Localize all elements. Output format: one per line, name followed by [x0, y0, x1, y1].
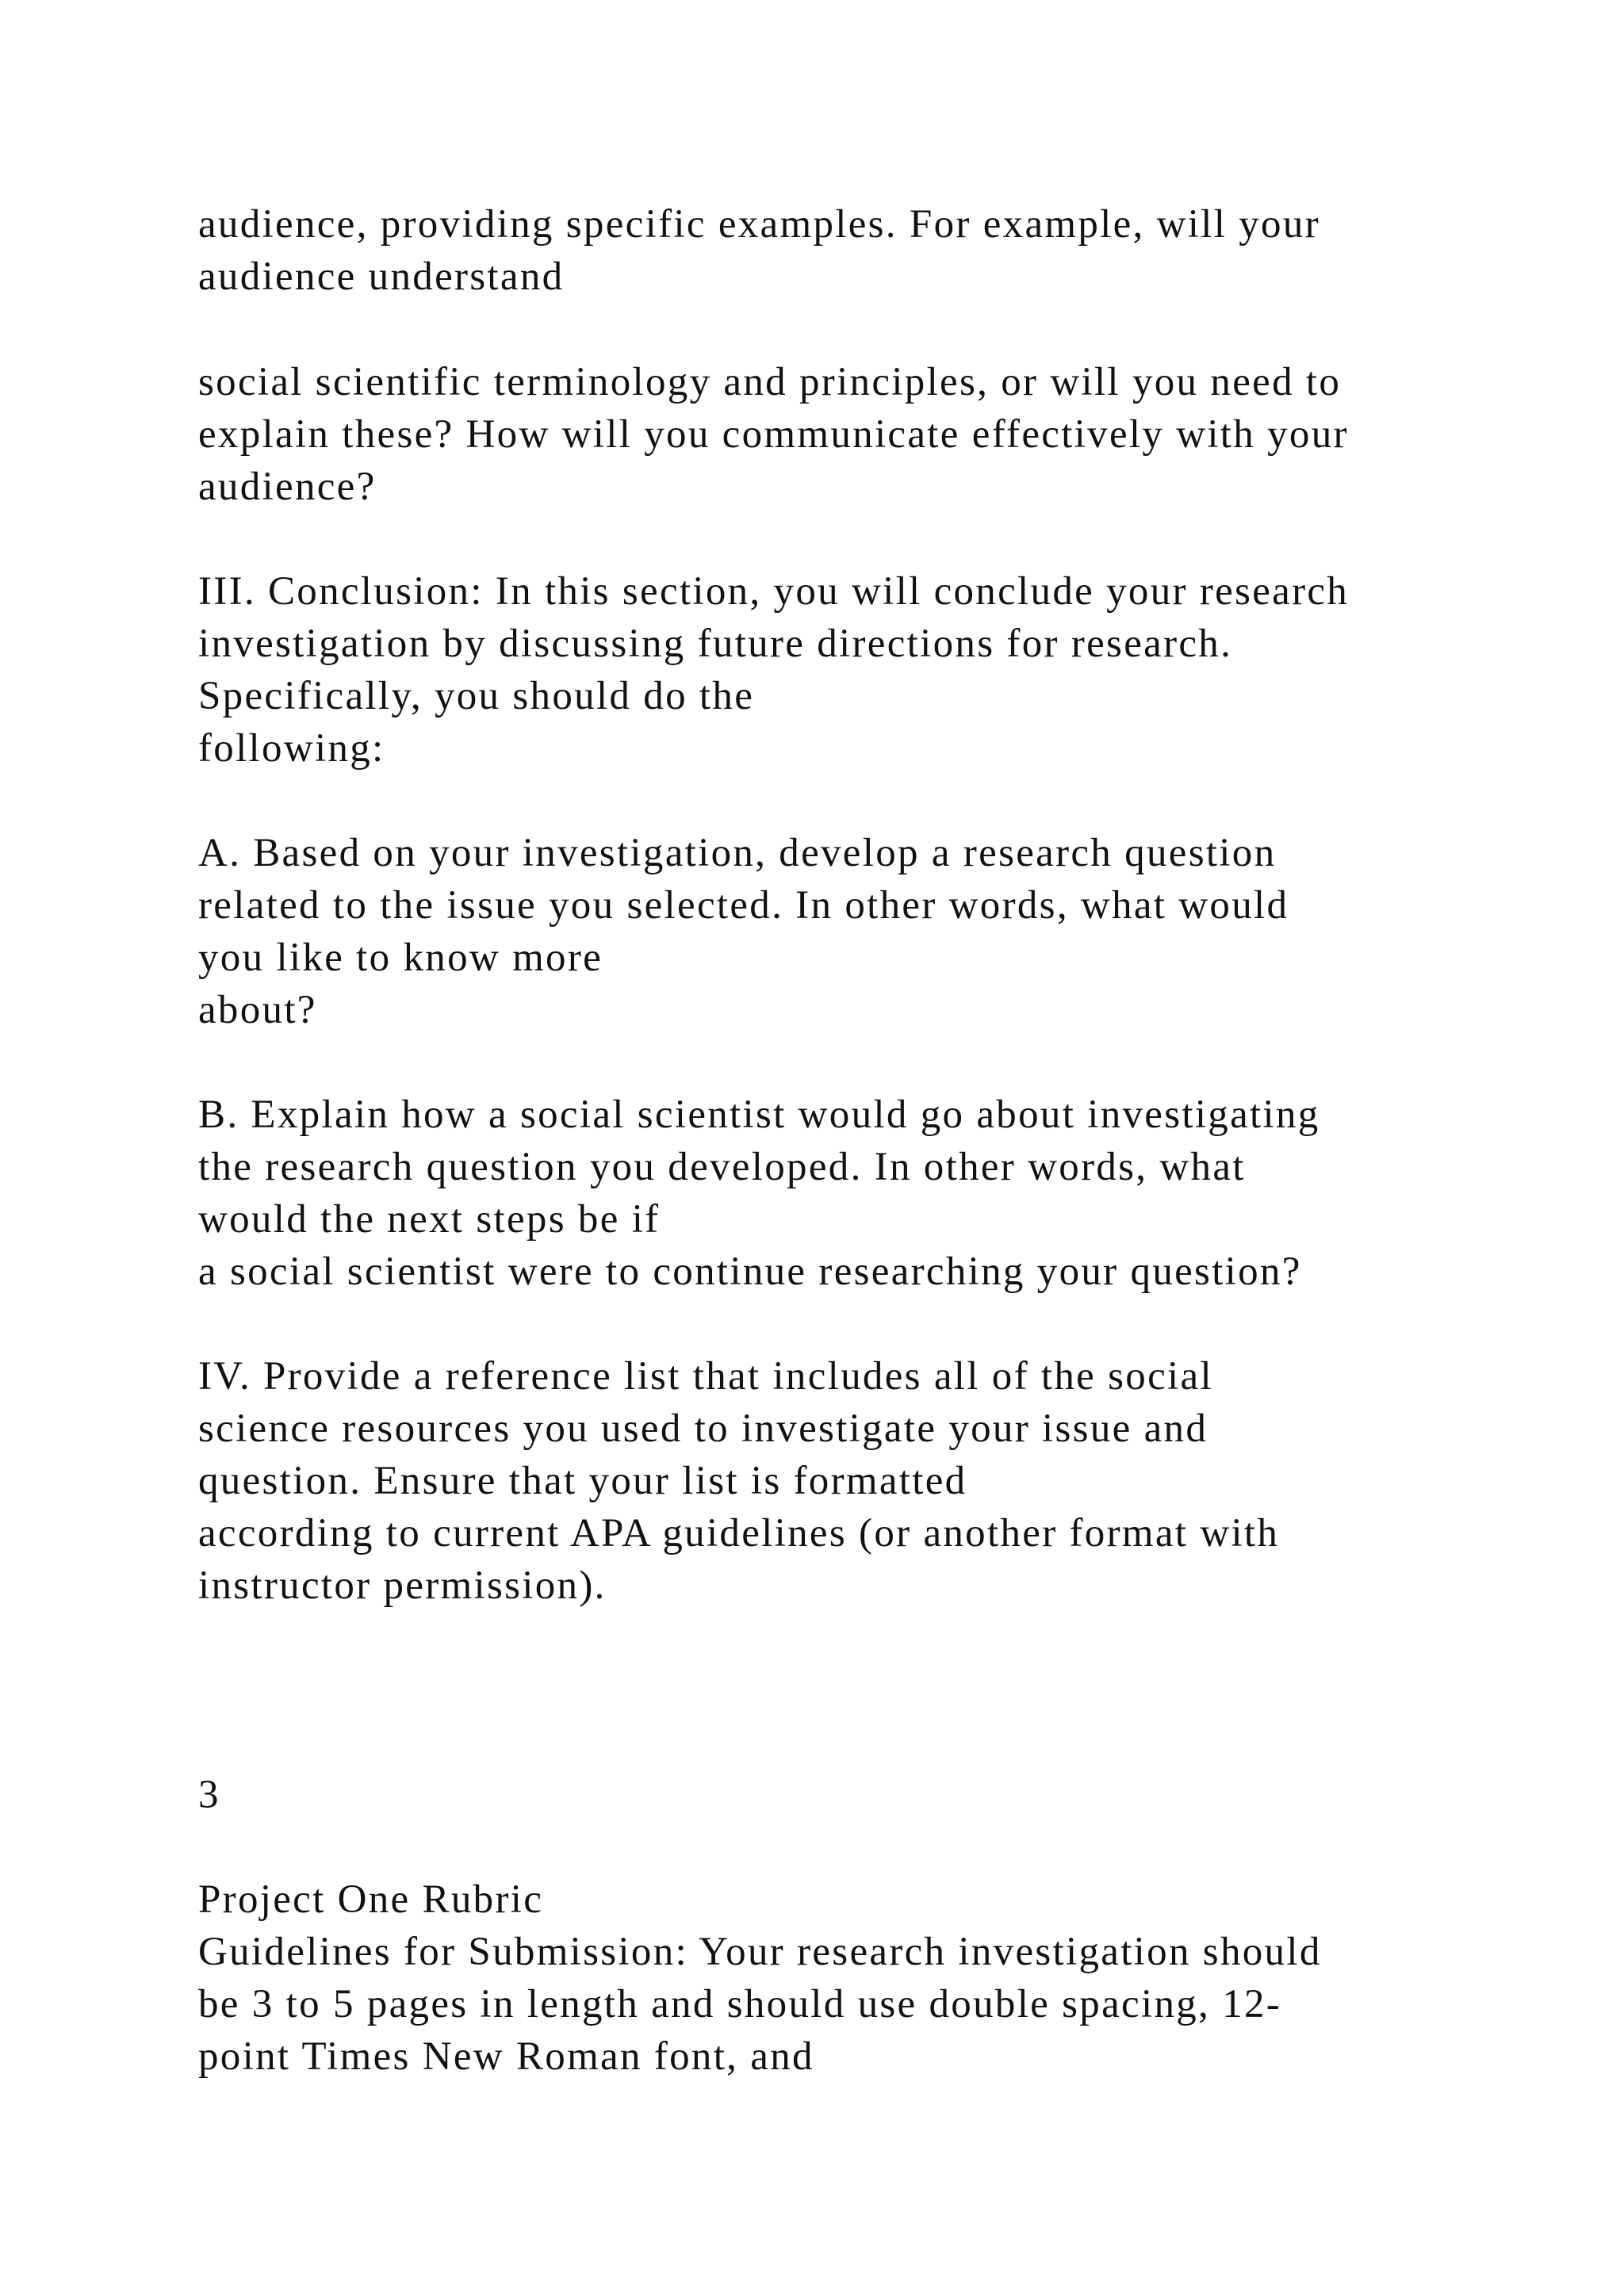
text-line: a social scientist were to continue researching your question? — [198, 1249, 1302, 1294]
text-line: about? — [198, 988, 317, 1032]
text-line: according to current APA guidelines (or another format with — [198, 1511, 1280, 1556]
text-line: point Times New Roman font, and — [198, 2034, 814, 2079]
text-line: investigation by discussing future directions for research. — [198, 622, 1233, 666]
rubric-title: Project One Rubric — [198, 1877, 544, 1922]
text-line: be 3 to 5 pages in length and should use double spacing, 12- — [198, 1982, 1282, 2026]
text-line: audience? — [198, 465, 377, 509]
page-number: 3 — [198, 1773, 220, 1817]
list-item-line: B. Explain how a social scientist would go about investigating — [198, 1093, 1320, 1137]
text-line: Specifically, you should do the — [198, 674, 755, 718]
section-heading-line: III. Conclusion: In this section, you will conclude your research — [198, 569, 1350, 614]
text-line: related to the issue you selected. In other words, what would — [198, 883, 1289, 928]
text-line: explain these? How will you communicate effectively with your — [198, 412, 1349, 457]
list-item-line: A. Based on your investigation, develop a research question — [198, 831, 1277, 875]
text-line: you like to know more — [198, 936, 603, 980]
text-line: question. Ensure that your list is formatted — [198, 1459, 967, 1503]
text-line: social scientific terminology and principles, or will you need to — [198, 360, 1342, 404]
text-line: science resources you used to investigate your issue and — [198, 1406, 1208, 1451]
text-line: following: — [198, 726, 385, 771]
text-line: instructor permission). — [198, 1563, 607, 1608]
text-line: would the next steps be if — [198, 1197, 661, 1242]
text-line: audience, providing specific examples. For example, will your — [198, 202, 1320, 247]
text-line: Guidelines for Submission: Your research investigation should — [198, 1930, 1322, 1974]
section-heading-line: IV. Provide a reference list that includes all of the social — [198, 1354, 1213, 1399]
text-line: audience understand — [198, 254, 565, 299]
text-line: the research question you developed. In other words, what — [198, 1145, 1246, 1189]
